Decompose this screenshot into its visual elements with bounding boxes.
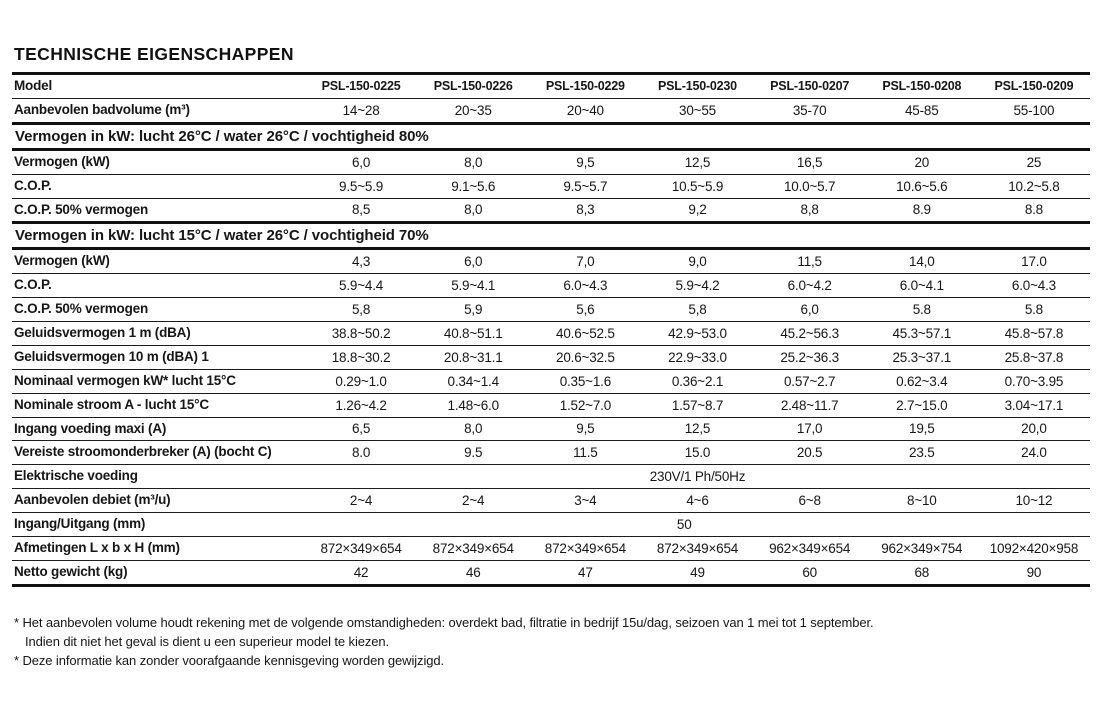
spec-cell: 962×349×654 — [754, 536, 866, 560]
spec-cell: 9.5~5.7 — [529, 174, 641, 198]
spec-cell: 6.0~4.1 — [866, 274, 978, 298]
row-label: Aanbevolen debiet (m³/u) — [12, 489, 305, 513]
spec-cell: 20.6~32.5 — [529, 345, 641, 369]
spec-cell: 0.57~2.7 — [754, 369, 866, 393]
spec-cell: 6.0~4.3 — [529, 274, 641, 298]
spec-cell: 19,5 — [866, 417, 978, 441]
spec-cell: 4~6 — [641, 489, 753, 513]
spec-cell: 0.34~1.4 — [417, 369, 529, 393]
spec-cell: 40.6~52.5 — [529, 322, 641, 346]
spec-cell: 2.48~11.7 — [754, 393, 866, 417]
row-label: Ingang/Uitgang (mm) — [12, 513, 305, 537]
spec-cell: 4,3 — [305, 249, 417, 274]
spec-row — [12, 513, 1090, 537]
spec-cell: 8.0 — [305, 441, 417, 465]
spec-cell: 18.8~30.2 — [305, 345, 417, 369]
spec-cell: 5,9 — [417, 298, 529, 322]
spec-row — [12, 465, 1090, 489]
row-label: Vermogen (kW) — [12, 249, 305, 274]
spec-cell: 46 — [417, 560, 529, 585]
spec-cell: 14~28 — [305, 98, 417, 123]
spec-cell: 20~40 — [529, 98, 641, 123]
spec-cell: 47 — [529, 560, 641, 585]
spec-cell: 25.2~36.3 — [754, 345, 866, 369]
spec-row — [12, 274, 1090, 298]
spec-row — [12, 249, 1090, 274]
spec-cell: 6,0 — [305, 149, 417, 174]
spec-cell: 6.0~4.3 — [978, 274, 1090, 298]
spec-row — [12, 149, 1090, 174]
spec-cell: 0.29~1.0 — [305, 369, 417, 393]
spec-cell: 6.0~4.2 — [754, 274, 866, 298]
spec-row — [12, 198, 1090, 223]
model-header-label: Model — [12, 74, 305, 99]
section-row — [12, 123, 1090, 149]
spec-cell: 0.70~3.95 — [978, 369, 1090, 393]
spec-cell: 6,0 — [417, 249, 529, 274]
spec-cell: 8,0 — [417, 198, 529, 223]
model-header-cell: PSL-150-0208 — [866, 74, 978, 99]
spec-cell: 17.0 — [978, 249, 1090, 274]
spec-cell: 7,0 — [529, 249, 641, 274]
spec-cell: 8,0 — [417, 417, 529, 441]
spec-cell: 8,3 — [529, 198, 641, 223]
model-header-row — [12, 74, 1090, 99]
spec-cell: 9,5 — [529, 417, 641, 441]
spec-cell: 5,8 — [641, 298, 753, 322]
spec-row — [12, 98, 1090, 123]
spec-cell: 872×349×654 — [641, 536, 753, 560]
spec-cell: 14,0 — [866, 249, 978, 274]
spec-row — [12, 393, 1090, 417]
row-label: Nominaal vermogen kW* lucht 15°C — [12, 369, 305, 393]
spec-cell: 5.9~4.4 — [305, 274, 417, 298]
spec-cell: 8,8 — [754, 198, 866, 223]
spec-cell: 9,0 — [641, 249, 753, 274]
spec-cell: 2~4 — [417, 489, 529, 513]
spec-cell: 8.8 — [978, 198, 1090, 223]
spec-cell: 24.0 — [978, 441, 1090, 465]
spec-cell: 40.8~51.1 — [417, 322, 529, 346]
row-label: Aanbevolen badvolume (m³) — [12, 98, 305, 123]
spec-row — [12, 322, 1090, 346]
spec-cell: 22.9~33.0 — [641, 345, 753, 369]
spec-cell: 12,5 — [641, 149, 753, 174]
spec-cell: 12,5 — [641, 417, 753, 441]
spec-cell: 55-100 — [978, 98, 1090, 123]
spec-cell: 10.6~5.6 — [866, 174, 978, 198]
spec-cell: 45.8~57.8 — [978, 322, 1090, 346]
row-label: Nominale stroom A - lucht 15°C — [12, 393, 305, 417]
spec-cell: 17,0 — [754, 417, 866, 441]
spec-cell: 0.36~2.1 — [641, 369, 753, 393]
spec-cell: 5.9~4.1 — [417, 274, 529, 298]
spec-row — [12, 369, 1090, 393]
spec-cell: 5.9~4.2 — [641, 274, 753, 298]
row-label: Netto gewicht (kg) — [12, 560, 305, 585]
section-header: Vermogen in kW: lucht 26°C / water 26°C / vochtigheid 80% — [12, 123, 1090, 149]
spec-cell: 5,6 — [529, 298, 641, 322]
model-header-cell: PSL-150-0230 — [641, 74, 753, 99]
spec-cell: 23.5 — [866, 441, 978, 465]
spec-cell: 9.5~5.9 — [305, 174, 417, 198]
spec-cell: 90 — [978, 560, 1090, 585]
model-header-cell: PSL-150-0207 — [754, 74, 866, 99]
spec-cell: 8~10 — [866, 489, 978, 513]
spec-span-cell: 230V/1 Ph/50Hz — [305, 465, 1090, 489]
spec-cell: 20,0 — [978, 417, 1090, 441]
spec-cell: 1.26~4.2 — [305, 393, 417, 417]
spec-cell: 8,0 — [417, 149, 529, 174]
spec-row — [12, 345, 1090, 369]
spec-cell: 45-85 — [866, 98, 978, 123]
spec-cell: 9,2 — [641, 198, 753, 223]
spec-cell: 11.5 — [529, 441, 641, 465]
spec-cell: 872×349×654 — [529, 536, 641, 560]
spec-cell: 10~12 — [978, 489, 1090, 513]
spec-cell: 8.9 — [866, 198, 978, 223]
spec-cell: 15.0 — [641, 441, 753, 465]
row-label: Ingang voeding maxi (A) — [12, 417, 305, 441]
row-label: Geluidsvermogen 1 m (dBA) — [12, 322, 305, 346]
spec-cell: 0.62~3.4 — [866, 369, 978, 393]
row-label: Afmetingen L x b x H (mm) — [12, 536, 305, 560]
spec-cell: 68 — [866, 560, 978, 585]
spec-row — [12, 174, 1090, 198]
spec-cell: 1.57~8.7 — [641, 393, 753, 417]
spec-cell: 16,5 — [754, 149, 866, 174]
spec-row — [12, 560, 1090, 585]
section-row — [12, 223, 1090, 249]
spec-cell: 60 — [754, 560, 866, 585]
spec-cell: 10.5~5.9 — [641, 174, 753, 198]
spec-cell: 45.3~57.1 — [866, 322, 978, 346]
spec-cell: 38.8~50.2 — [305, 322, 417, 346]
spec-cell: 6,0 — [754, 298, 866, 322]
spec-cell: 3.04~17.1 — [978, 393, 1090, 417]
spec-cell: 0.35~1.6 — [529, 369, 641, 393]
row-label: C.O.P. 50% vermogen — [12, 298, 305, 322]
spec-cell: 2.7~15.0 — [866, 393, 978, 417]
model-header-cell: PSL-150-0226 — [417, 74, 529, 99]
spec-cell: 3~4 — [529, 489, 641, 513]
row-label: C.O.P. 50% vermogen — [12, 198, 305, 223]
spec-cell: 25.3~37.1 — [866, 345, 978, 369]
spec-row — [12, 489, 1090, 513]
spec-cell: 9,5 — [529, 149, 641, 174]
model-header-cell: PSL-150-0209 — [978, 74, 1090, 99]
spec-cell: 30~55 — [641, 98, 753, 123]
spec-cell: 9.5 — [417, 441, 529, 465]
spec-cell: 25 — [978, 149, 1090, 174]
spec-cell: 8,5 — [305, 198, 417, 223]
spec-cell: 35-70 — [754, 98, 866, 123]
model-header-cell: PSL-150-0229 — [529, 74, 641, 99]
spec-cell: 5.8 — [866, 298, 978, 322]
row-label: Vereiste stroomonderbreker (A) (bocht C) — [12, 441, 305, 465]
spec-cell: 20~35 — [417, 98, 529, 123]
spec-cell: 5.8 — [978, 298, 1090, 322]
spec-cell: 872×349×654 — [417, 536, 529, 560]
row-label: C.O.P. — [12, 274, 305, 298]
spec-cell: 49 — [641, 560, 753, 585]
spec-cell: 42 — [305, 560, 417, 585]
spec-cell: 11,5 — [754, 249, 866, 274]
spec-cell: 20 — [866, 149, 978, 174]
spec-row — [12, 417, 1090, 441]
spec-cell: 872×349×654 — [305, 536, 417, 560]
spec-table — [12, 72, 1090, 587]
spec-cell: 1.52~7.0 — [529, 393, 641, 417]
spec-cell: 1.48~6.0 — [417, 393, 529, 417]
spec-cell: 6~8 — [754, 489, 866, 513]
spec-cell: 1092×420×958 — [978, 536, 1090, 560]
spec-span-cell: 50 — [305, 513, 1090, 537]
spec-cell: 10.0~5.7 — [754, 174, 866, 198]
spec-row — [12, 441, 1090, 465]
spec-cell: 9.1~5.6 — [417, 174, 529, 198]
row-label: Elektrische voeding — [12, 465, 305, 489]
spec-cell: 45.2~56.3 — [754, 322, 866, 346]
spec-cell: 20.5 — [754, 441, 866, 465]
spec-cell: 25.8~37.8 — [978, 345, 1090, 369]
footnote-line: * Deze informatie kan zonder voorafgaande kennisgeving worden gewijzigd. — [14, 653, 445, 669]
row-label: Vermogen (kW) — [12, 149, 305, 174]
section-header: Vermogen in kW: lucht 15°C / water 26°C / vochtigheid 70% — [12, 223, 1090, 249]
spec-cell: 2~4 — [305, 489, 417, 513]
spec-row — [12, 536, 1090, 560]
spec-cell: 6,5 — [305, 417, 417, 441]
page-title: TECHNISCHE EIGENSCHAPPEN — [14, 44, 294, 64]
model-header-cell: PSL-150-0225 — [305, 74, 417, 99]
spec-cell: 10.2~5.8 — [978, 174, 1090, 198]
footnote-line: Indien dit niet het geval is dient u een superieur model te kiezen. — [25, 634, 390, 650]
footnote-line: * Het aanbevolen volume houdt rekening met de volgende omstandigheden: overdekt bad, filtratie in bedrijf 15u/dag, seizoen van 1 mei tot 1 september. — [14, 615, 874, 630]
row-label: Geluidsvermogen 10 m (dBA) 1 — [12, 345, 305, 369]
spec-cell: 5,8 — [305, 298, 417, 322]
spec-cell: 20.8~31.1 — [417, 345, 529, 369]
footnotes — [14, 613, 874, 671]
spec-cell: 962×349×754 — [866, 536, 978, 560]
row-label: C.O.P. — [12, 174, 305, 198]
spec-row — [12, 298, 1090, 322]
spec-cell: 42.9~53.0 — [641, 322, 753, 346]
